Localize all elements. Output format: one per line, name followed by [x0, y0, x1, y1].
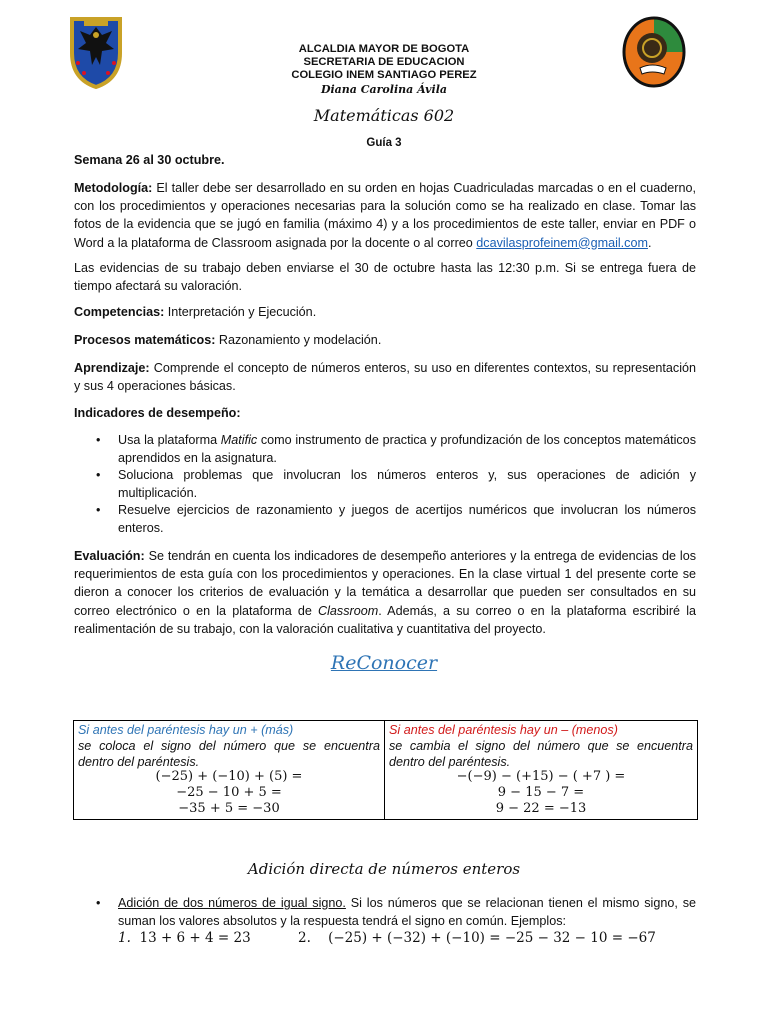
methodology-text: El taller debe ser desarrollado en su orden en hojas Cuadriculadas marcadas o en el cuaderno, con los procedimientos y operaciones necesarias para la solución como se ha realizado en clase. Tomar las fotos de la evidencia que se jugó en familia (máximo 4) y a los procedimientos de este taller, enviar en PDF o Word a la plataforma de Classroom asignada por la docente o al correo: [74, 181, 696, 250]
bullet-icon: •: [96, 896, 101, 910]
header-line-1: ALCALDIA MAYOR DE BOGOTA: [298, 43, 470, 55]
indicator-text: Resuelve ejercicios de razonamiento y juegos de acertijos numéricos que involucran los números enteros.: [118, 503, 696, 535]
competencies-label: Competencias:: [74, 305, 165, 319]
teacher-name: Diana Carolina Ávila: [320, 83, 448, 96]
methodology-paragraph: [74, 179, 696, 252]
bullet-icon: •: [96, 503, 101, 517]
deadline-paragraph: Las evidencias de su trabajo deben enviarse el 30 de octubre hasta las 12:30 p.m. Si se entrega fuera de tiempo afectará su valoración.: [74, 261, 696, 294]
bullet-icon: •: [96, 468, 101, 482]
indicator-text: Usa la plataforma: [118, 433, 221, 447]
email-link[interactable]: dcavilasprofeinem@gmail.com: [476, 235, 648, 250]
addition-item-text: [74, 894, 696, 930]
plus-eq-1: (−25) + (−10) + (5) =: [155, 769, 303, 784]
plus-rule-heading: Si antes del paréntesis hay un + (más): [78, 723, 294, 737]
classroom-emphasis: Classroom: [318, 603, 379, 618]
list-item: [74, 467, 696, 502]
processes-text: Razonamiento y modelación.: [215, 333, 382, 347]
indicator-text: Soluciona problemas que involucran los números enteros y, sus operaciones de adición y multiplicación.: [118, 468, 696, 500]
plus-eq-3: −35 + 5 = −30: [178, 801, 280, 816]
processes-paragraph: [74, 331, 696, 349]
minus-eq-3: 9 − 22 = −13: [495, 801, 587, 816]
learning-text: Comprende el concepto de números enteros, su uso en diferentes contextos, su representación y sus 4 operaciones básicas.: [74, 361, 696, 394]
guide-number: Guía 3: [366, 137, 402, 149]
competencies-paragraph: [74, 303, 696, 321]
evaluation-paragraph: [74, 547, 696, 638]
list-item: [74, 502, 696, 537]
reconocer-heading: ReConocer: [330, 652, 438, 674]
minus-rule-heading: Si antes del paréntesis hay un – (menos): [389, 723, 618, 737]
plus-rule-cell: [74, 721, 385, 819]
minus-rule-description: se cambia el signo del número que se encuentra dentro del paréntesis.: [389, 739, 693, 769]
indicators-label: Indicadores de desempeño:: [74, 406, 241, 420]
evaluation-label: Evaluación:: [74, 549, 145, 563]
example-1-equation: 13 + 6 + 4 = 23: [139, 930, 251, 946]
addition-title: Adición directa de números enteros: [247, 860, 521, 878]
indicator-text-end: como instrumento de practica y profundización de los conceptos matemáticos aprendidos en la asignatura.: [118, 433, 696, 465]
competencies-text: Interpretación y Ejecución.: [164, 305, 317, 319]
learning-label: Aprendizaje:: [74, 361, 150, 375]
example-2: [298, 930, 656, 946]
header-line-3: COLEGIO INEM SANTIAGO PEREZ: [291, 69, 477, 81]
addition-item-description: Si los números que se relacionan tienen el mismo signo, se suman los valores absolutos y la respuesta tendrá el signo en común. Ejemplos:: [118, 896, 696, 928]
minus-eq-2: 9 − 15 − 7 =: [497, 785, 585, 800]
methodology-end: .: [647, 235, 652, 250]
methodology-label: Metodología:: [74, 181, 153, 195]
evaluation-text: Se tendrán en cuenta los indicadores de desempeño anteriores y la entrega de evidencias de los requerimientos de esta guía con los procedimientos y operaciones. En la clase virtual 1 del presente corte se dieron a conocer los criterios de evaluación y la temática a desarrollar que pueden ser consultados en su correo electrónico o en la plataforma de: [74, 549, 696, 618]
page-title: Matemáticas 602: [313, 106, 455, 125]
header-line-2: SECRETARIA DE EDUCACION: [303, 56, 465, 68]
minus-eq-1: −(−9) − (+15) − ( +7 ) =: [456, 769, 626, 784]
example-1: [118, 930, 251, 946]
matific-emphasis: Matific: [220, 433, 258, 447]
addition-item-label: Adición de dos números de igual signo.: [118, 896, 346, 910]
sign-rules-table: [73, 720, 698, 820]
indicators-list: [74, 432, 696, 537]
list-item: [74, 432, 696, 467]
plus-rule-description: se coloca el signo del número que se encuentra dentro del paréntesis.: [78, 739, 380, 769]
bullet-icon: •: [96, 433, 101, 447]
example-1-number: 1.: [118, 930, 131, 946]
evaluation-text-end: . Además, a su correo o en la plataforma escribiré la realimentación de su trabajo, con la valoración cualitativa y cuantitativa del proyecto.: [74, 603, 696, 636]
minus-rule-cell: [385, 721, 697, 819]
week-label: Semana 26 al 30 octubre.: [74, 153, 225, 167]
example-2-number: 2.: [298, 930, 311, 946]
plus-eq-2: −25 − 10 + 5 =: [176, 785, 282, 800]
learning-paragraph: [74, 359, 696, 395]
processes-label: Procesos matemáticos:: [74, 333, 216, 347]
example-2-equation: (−25) + (−32) + (−10) = −25 − 32 − 10 = −67: [328, 930, 656, 946]
addition-item: [74, 894, 696, 930]
